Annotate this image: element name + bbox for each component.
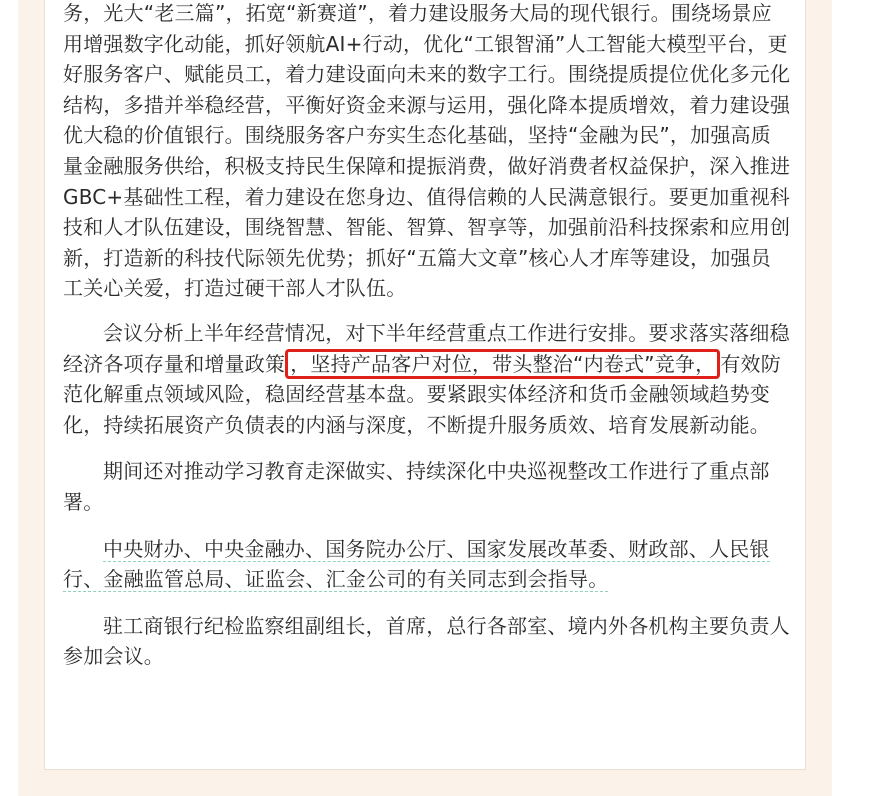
paragraph-attendees: 驻工商银行纪检监察组副组长，首席，总行各部室、境内外各机构主要负责人参加会议。 xyxy=(63,613,790,669)
paragraph-deployment: 期间还对推动学习教育走深做实、持续深化中央巡视整改工作进行了重点部署。 xyxy=(63,459,770,514)
paragraph-meeting-analysis xyxy=(63,318,791,440)
paragraph-meeting-analysis-start: 会议分析上半年经营情况，对下半年经营重点工作进行安排。要求落实落细稳经济各项存量和增量政策 xyxy=(63,320,790,376)
guidance-text: 中央财办、中央金融办、国务院办公厅、国家发展改革委、财政部、人民银行、金融监管总局、证监会、汇金公司的有关同志到会指导。 xyxy=(63,536,770,592)
paragraph-strategy: 务，光大“老三篇”，拓宽“新赛道”，着力建设服务大局的现代银行。围绕场景应用增强数字化动能，抓好领航AI+行动，优化“工银智涌”人工智能大模型平台，更好服务客户、赋能员工，着力建设面向未来的数字工行。围绕提质提位优化多元化结构，多措并举稳经营，平衡好资金来源与运用，强化降本提质增效，着力建设强优大稳的价值银行。围绕服务客户夯实生态化基础，坚持“金融为民”，加强高质量金融服务供给，积极支持民生保障和提振消费，做好消费者权益保护，深入推进GBC+基础性工程，着力建设在您身边、值得信赖的人民满意银行。要更加重视科技和人才队伍建设，围绕智慧、智能、智算、智享等，加强前沿科技探索和应用创新，打造新的科技代际领先优势；抓好“五篇大文章”核心人才库等建设，加强员工关心关爱，打造过硬干部人才队伍。 xyxy=(63,1,791,301)
paragraph-meeting-analysis-end: 有效防范化解重点领域风险，稳固经营基本盘。要紧跟实体经济和货币金融领域趋势变化，持续拓展资产负债表的内涵与深度，不断提升服务质效、培育发展新动能。 xyxy=(63,351,781,437)
article-body xyxy=(63,0,791,688)
highlighted-phrase: ，坚持产品客户对位，带头整治“内卷式”竞争， xyxy=(285,349,720,379)
paragraph-guidance xyxy=(63,534,791,595)
